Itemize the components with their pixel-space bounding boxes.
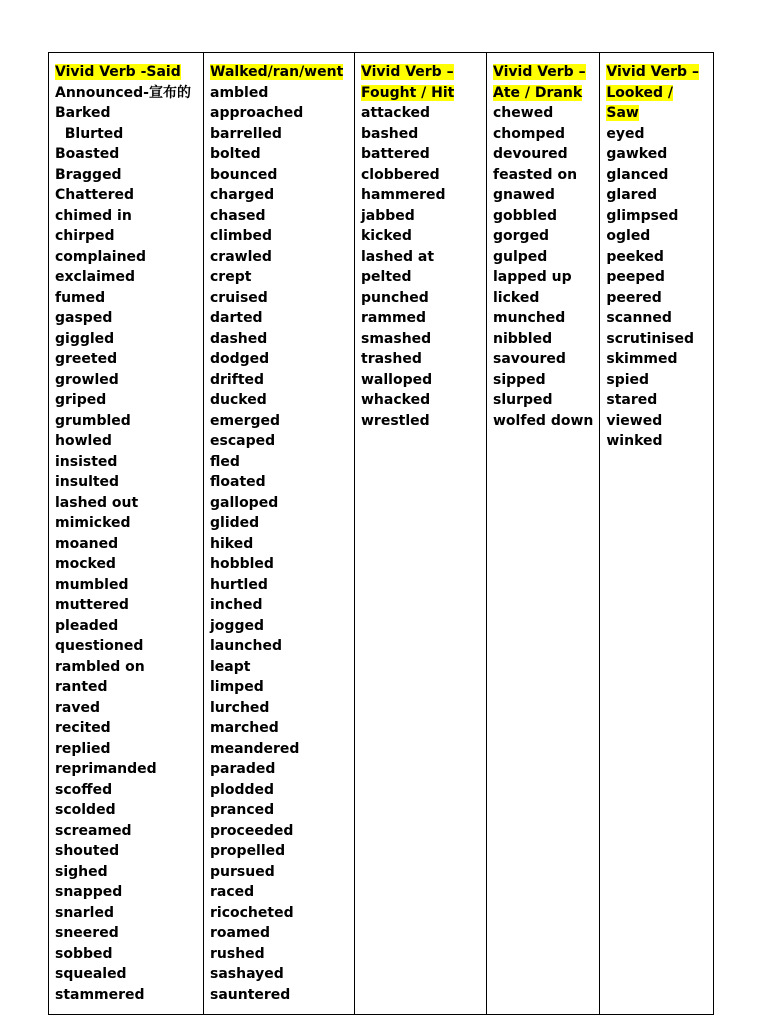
- word-item: shouted: [55, 843, 120, 859]
- word-item: recited: [55, 720, 111, 736]
- word-item: peeked: [606, 248, 664, 265]
- word-item: bolted: [210, 146, 261, 162]
- word-item: mocked: [55, 556, 116, 572]
- word-item: sauntered: [210, 986, 291, 1003]
- word-item: bounced: [210, 166, 278, 183]
- word-item: galloped: [210, 494, 279, 511]
- word-item: sipped: [493, 371, 546, 388]
- word-item: Barked: [55, 105, 111, 121]
- word-item: escaped: [210, 433, 276, 449]
- word-item: hobbled: [210, 556, 274, 572]
- word-item: gorged: [493, 228, 550, 244]
- word-item: crawled: [210, 248, 272, 265]
- word-item: dashed: [210, 330, 268, 347]
- column-fought: [355, 53, 487, 1015]
- word-item: scolded: [55, 802, 116, 818]
- word-item: darted: [210, 310, 263, 326]
- heading-text: Vivid Verb –Looked / Saw: [606, 64, 699, 121]
- word-list: [55, 83, 197, 1006]
- word-item: plodded: [210, 781, 274, 798]
- heading-text: Vivid Verb -Said: [55, 64, 181, 80]
- word-item: questioned: [55, 638, 144, 654]
- word-item: slurped: [493, 392, 553, 408]
- word-item: Blurted: [55, 125, 124, 142]
- word-item: gasped: [55, 310, 113, 326]
- word-item: licked: [493, 289, 540, 306]
- word-item: crept: [210, 269, 252, 285]
- column-heading: [361, 62, 480, 103]
- word-item: giggled: [55, 330, 115, 347]
- heading-text: Vivid Verb –Fought / Hit: [361, 64, 455, 101]
- word-item: sneered: [55, 925, 119, 941]
- word-item: lapped up: [493, 269, 572, 285]
- word-item: chased: [210, 207, 266, 224]
- column-heading: [55, 62, 197, 83]
- word-item: paraded: [210, 761, 276, 777]
- heading-text: Walked/ran/went: [210, 64, 344, 80]
- word-list: [361, 103, 480, 431]
- word-item: rammed: [361, 310, 427, 326]
- word-item: roamed: [210, 925, 271, 941]
- word-item: insulted: [55, 474, 120, 490]
- word-item: ogled: [606, 228, 651, 244]
- word-item: battered: [361, 146, 430, 162]
- word-item: chimed in: [55, 207, 132, 224]
- word-item: stammered: [55, 986, 145, 1003]
- word-item: pleaded: [55, 617, 119, 634]
- word-item: fled: [210, 453, 240, 470]
- word-item: lashed at: [361, 248, 435, 265]
- word-item: nibbled: [493, 330, 553, 347]
- word-item: wrestled: [361, 412, 430, 429]
- word-item: floated: [210, 474, 266, 490]
- word-item: ricocheted: [210, 904, 294, 921]
- column-said: [49, 53, 204, 1015]
- word-item: replied: [55, 740, 111, 757]
- word-item: ambled: [210, 84, 269, 101]
- word-item: scrutinised: [606, 330, 694, 347]
- word-item: moaned: [55, 535, 119, 552]
- word-item: fumed: [55, 289, 106, 306]
- word-item: hurtled: [210, 576, 268, 593]
- word-list: [606, 124, 707, 452]
- word-item: wolfed down: [493, 412, 594, 429]
- word-item: ducked: [210, 392, 267, 408]
- word-item: mimicked: [55, 515, 131, 531]
- word-item: gobbled: [493, 207, 557, 224]
- word-item: limped: [210, 679, 264, 695]
- word-item: jabbed: [361, 207, 415, 224]
- word-item: glimpsed: [606, 207, 679, 224]
- word-item: reprimanded: [55, 761, 157, 777]
- word-item: cruised: [210, 289, 268, 306]
- word-item: climbed: [210, 228, 273, 244]
- word-item: whacked: [361, 392, 431, 408]
- column-heading: [493, 62, 593, 103]
- word-item: gulped: [493, 248, 548, 265]
- word-item: squealed: [55, 966, 127, 982]
- word-item: lurched: [210, 699, 270, 716]
- vivid-verbs-table: [48, 52, 714, 1015]
- word-item: howled: [55, 433, 112, 449]
- word-item: feasted on: [493, 166, 578, 183]
- word-item: propelled: [210, 843, 286, 859]
- word-item: emerged: [210, 412, 281, 429]
- column-heading: [606, 62, 707, 124]
- word-item: attacked: [361, 105, 431, 121]
- column-ate: [487, 53, 600, 1015]
- word-item: rushed: [210, 945, 265, 962]
- word-item: munched: [493, 310, 566, 326]
- word-item: ranted: [55, 679, 108, 695]
- word-item: glided: [210, 515, 260, 531]
- column-walked: [204, 53, 355, 1015]
- word-item: pranced: [210, 802, 275, 818]
- word-item: jogged: [210, 617, 264, 634]
- word-item: eyed: [606, 125, 645, 142]
- word-item: trashed: [361, 351, 422, 367]
- word-item: chirped: [55, 228, 115, 244]
- word-item: dodged: [210, 351, 270, 367]
- word-item: leapt: [210, 658, 251, 675]
- word-item: growled: [55, 371, 119, 388]
- word-item: griped: [55, 392, 107, 408]
- word-item: punched: [361, 289, 429, 306]
- word-item: barrelled: [210, 125, 282, 142]
- word-item: gnawed: [493, 187, 555, 203]
- word-item: exclaimed: [55, 269, 135, 285]
- word-item: scoffed: [55, 781, 113, 798]
- word-list: [493, 103, 593, 431]
- column-looked: [600, 53, 714, 1015]
- word-item: muttered: [55, 597, 129, 613]
- word-item: Boasted: [55, 146, 120, 162]
- word-item: inched: [210, 597, 263, 613]
- word-item: gawked: [606, 146, 668, 162]
- column-heading: [210, 62, 348, 83]
- word-item: sobbed: [55, 945, 113, 962]
- word-list: [210, 83, 348, 1006]
- word-item: hiked: [210, 535, 254, 552]
- word-item: pursued: [210, 863, 275, 880]
- word-item: skimmed: [606, 351, 678, 367]
- heading-text: Vivid Verb –Ate / Drank: [493, 64, 586, 101]
- word-item: lashed out: [55, 494, 139, 511]
- word-item: stared: [606, 392, 658, 408]
- word-item: snarled: [55, 904, 114, 921]
- word-item: approached: [210, 105, 304, 121]
- word-item: devoured: [493, 146, 568, 162]
- table-row: [49, 53, 714, 1015]
- word-item: scanned: [606, 310, 672, 326]
- word-item: Bragged: [55, 166, 122, 183]
- word-item: glared: [606, 187, 658, 203]
- word-item: Chattered: [55, 187, 134, 203]
- word-item: smashed: [361, 330, 432, 347]
- word-item: savoured: [493, 351, 566, 367]
- word-item: winked: [606, 433, 663, 449]
- word-item: glanced: [606, 166, 669, 183]
- word-item: peeped: [606, 269, 665, 285]
- word-item: screamed: [55, 822, 132, 839]
- word-item: grumbled: [55, 412, 131, 429]
- word-item: sighed: [55, 863, 108, 880]
- word-item: drifted: [210, 371, 265, 388]
- word-item: meandered: [210, 740, 300, 757]
- word-item: raced: [210, 884, 255, 900]
- word-item: proceeded: [210, 822, 294, 839]
- word-item: insisted: [55, 453, 118, 470]
- word-item: chomped: [493, 125, 566, 142]
- word-item: raved: [55, 699, 100, 716]
- word-item: spied: [606, 371, 650, 388]
- word-item: viewed: [606, 412, 663, 429]
- word-item: sashayed: [210, 966, 284, 982]
- word-item: greeted: [55, 351, 118, 367]
- word-item: peered: [606, 289, 662, 306]
- word-item: Announced-宣布的: [55, 84, 191, 101]
- word-item: charged: [210, 187, 275, 203]
- word-item: pelted: [361, 269, 412, 285]
- word-item: bashed: [361, 125, 419, 142]
- word-item: hammered: [361, 187, 446, 203]
- word-item: kicked: [361, 228, 412, 244]
- word-item: mumbled: [55, 576, 129, 593]
- word-item: walloped: [361, 371, 433, 388]
- word-item: marched: [210, 720, 279, 736]
- word-item: complained: [55, 248, 147, 265]
- word-item: snapped: [55, 884, 123, 900]
- word-item: chewed: [493, 105, 554, 121]
- word-item: launched: [210, 638, 282, 654]
- word-item: rambled on: [55, 658, 145, 675]
- word-item: clobbered: [361, 166, 440, 183]
